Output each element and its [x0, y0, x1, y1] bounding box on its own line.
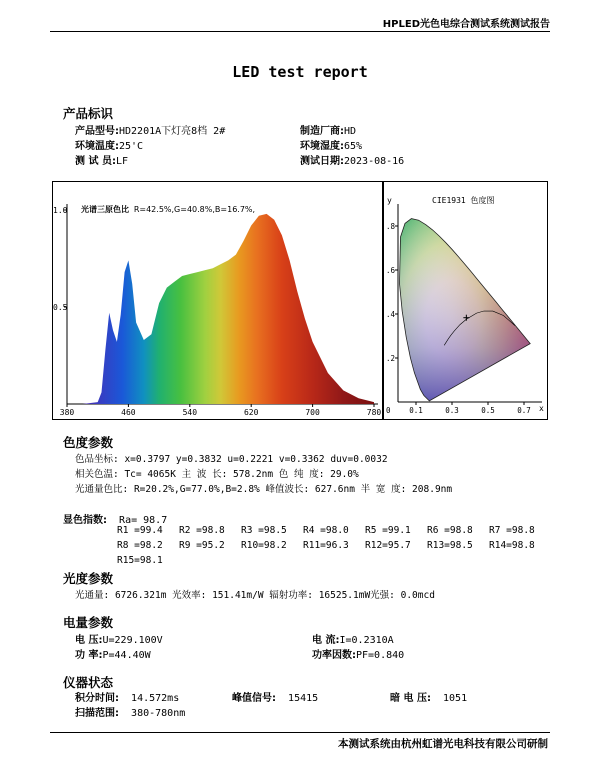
current-value: I=0.2310A — [339, 635, 394, 646]
cri-value: R7 =98.8 — [489, 525, 535, 536]
spectrum-x-tick-label: 620 — [243, 408, 259, 417]
header-divider — [50, 31, 550, 32]
spectrum-y-tick-label: 0.5 — [53, 303, 68, 312]
color-row-2: 相关色温: Tc= 4065K 主 波 长: 578.2nm 色 纯 度: 29.0% — [75, 469, 359, 480]
cri-ra: Ra= 98.7 — [119, 515, 168, 526]
cri-value: R8 =98.2 — [117, 540, 163, 551]
maker-value: HD — [344, 126, 357, 137]
cri-value: R13=98.5 — [427, 540, 473, 551]
tester-value: LF — [115, 156, 129, 167]
cri-value: R6 =98.8 — [427, 525, 473, 536]
date-value: 2023-08-16 — [344, 156, 405, 167]
voltage-value: U=229.100V — [102, 635, 163, 646]
cie-origin-label: 0 — [386, 406, 391, 415]
integ-field — [75, 689, 179, 704]
model-label: 产品型号: — [75, 126, 119, 137]
temp-label: 环境温度: — [75, 141, 119, 152]
peak-field — [232, 689, 318, 704]
model-value: HD2201A下灯亮8档 2# — [119, 126, 226, 137]
report-header-title: HPLED光色电综合测试系统测试报告 — [382, 19, 550, 30]
section-color: 色度参数 — [63, 435, 114, 450]
spectrum-title-label: 光谱三原色比 — [81, 205, 129, 214]
spectrum-y-tick-label: 1.0 — [53, 206, 68, 215]
footer-divider — [50, 732, 550, 733]
cri-value: R1 =99.4 — [117, 525, 163, 536]
current-label: 电 流: — [312, 635, 340, 646]
scan-label: 扫描范围: — [75, 708, 119, 719]
maker-field — [300, 122, 356, 137]
spectrum-x-tick-label: 780 — [366, 408, 382, 417]
tester-label: 测 试 员: — [75, 156, 116, 167]
cie-y-tick-label: .2 — [386, 354, 396, 363]
cie-x-tick-label: 0.5 — [481, 406, 495, 415]
cri-value: R10=98.2 — [241, 540, 287, 551]
cri-value: R15=98.1 — [117, 555, 163, 566]
section-instrument: 仪器状态 — [63, 675, 114, 690]
scan-value: 380-780nm — [131, 708, 186, 719]
cri-label: 显色指数: — [63, 515, 107, 526]
spectrum-x-tick-label: 380 — [59, 408, 75, 417]
model-field — [75, 122, 225, 137]
cri-value: R11=96.3 — [303, 540, 349, 551]
tester-field — [75, 152, 128, 167]
temp-value: 25'C — [119, 141, 144, 152]
cie-x-tick-label: 0.7 — [517, 406, 531, 415]
cie-y-tick-label: .6 — [386, 266, 396, 275]
scan-field — [75, 704, 185, 719]
cri-value: R14=98.8 — [489, 540, 535, 551]
photometric-row: 光通量: 6726.321m 光效率: 151.41m/W 辐射功率: 16525.1mW光强: 0.0mcd — [75, 590, 435, 601]
pf-field — [312, 646, 404, 661]
pf-value: PF=0.840 — [356, 650, 405, 661]
spectrum-x-tick-label: 460 — [121, 408, 136, 417]
power-label: 功 率: — [75, 650, 103, 661]
integ-label: 积分时间: — [75, 693, 119, 704]
section-electrical: 电量参数 — [63, 615, 114, 630]
spectrum-title — [81, 204, 255, 215]
voltage-label: 电 压: — [75, 635, 103, 646]
cie-title: CIE1931 色度图 — [432, 196, 495, 205]
color-row-1: 色品坐标: x=0.3797 y=0.3832 u=0.2221 v=0.3362 duv=0.0032 — [75, 454, 388, 465]
cri-value: R12=95.7 — [365, 540, 411, 551]
cie-y-tick-label: .8 — [386, 222, 396, 231]
spectrum-x-tick-label: 700 — [305, 408, 320, 417]
cie-y-tick-label: .4 — [386, 310, 396, 319]
cri-value: R3 =98.5 — [241, 525, 287, 536]
spectrum-area — [67, 214, 374, 404]
voltage-field — [75, 631, 163, 646]
cie-y-axis-label: y — [387, 196, 392, 205]
cie-x-tick-label: 0.1 — [409, 406, 423, 415]
current-field — [312, 631, 394, 646]
spectrum-x-tick-label: 540 — [182, 408, 198, 417]
cie-x-tick-label: 0.3 — [445, 406, 459, 415]
temp-field — [75, 137, 143, 152]
dark-value: 1051 — [443, 693, 468, 704]
humidity-value: 65% — [344, 141, 363, 152]
humidity-label: 环境湿度: — [300, 141, 344, 152]
dark-label: 暗 电 压: — [390, 693, 431, 704]
power-field — [75, 646, 151, 661]
date-label: 测试日期: — [300, 156, 344, 167]
footer-text: 本测试系统由杭州虹谱光电科技有限公司研制 — [338, 738, 548, 750]
cri-value: R9 =95.2 — [179, 540, 225, 551]
cie-x-axis-label: x — [539, 404, 544, 413]
page-title: LED test report — [232, 63, 368, 81]
integ-value: 14.572ms — [131, 693, 180, 704]
cri-value: R4 =98.0 — [303, 525, 349, 536]
cri-value: R2 =98.8 — [179, 525, 225, 536]
cie-chart — [384, 182, 547, 419]
dark-field — [390, 689, 467, 704]
date-field — [300, 152, 404, 167]
power-value: P=44.40W — [102, 650, 151, 661]
spectrum-panel — [52, 181, 383, 420]
maker-label: 制造厂商: — [300, 126, 344, 137]
spectrum-rgb-ratio: R=42.5%,G=40.8%,B=16.7%, — [133, 205, 256, 214]
cri-value: R5 =99.1 — [365, 525, 411, 536]
cri-header — [63, 511, 167, 526]
section-product: 产品标识 — [63, 106, 114, 121]
color-row-3: 光通量色比: R=20.2%,G=77.0%,B=2.8% 峰值波长: 627.6nm 半 宽 度: 208.9nm — [75, 484, 453, 495]
spectrum-chart — [53, 182, 382, 419]
peak-value: 15415 — [288, 693, 319, 704]
peak-label: 峰值信号: — [232, 693, 276, 704]
section-photometric: 光度参数 — [63, 571, 114, 586]
cie-panel — [383, 181, 548, 420]
pf-label: 功率因数: — [312, 650, 356, 661]
humidity-field — [300, 137, 362, 152]
